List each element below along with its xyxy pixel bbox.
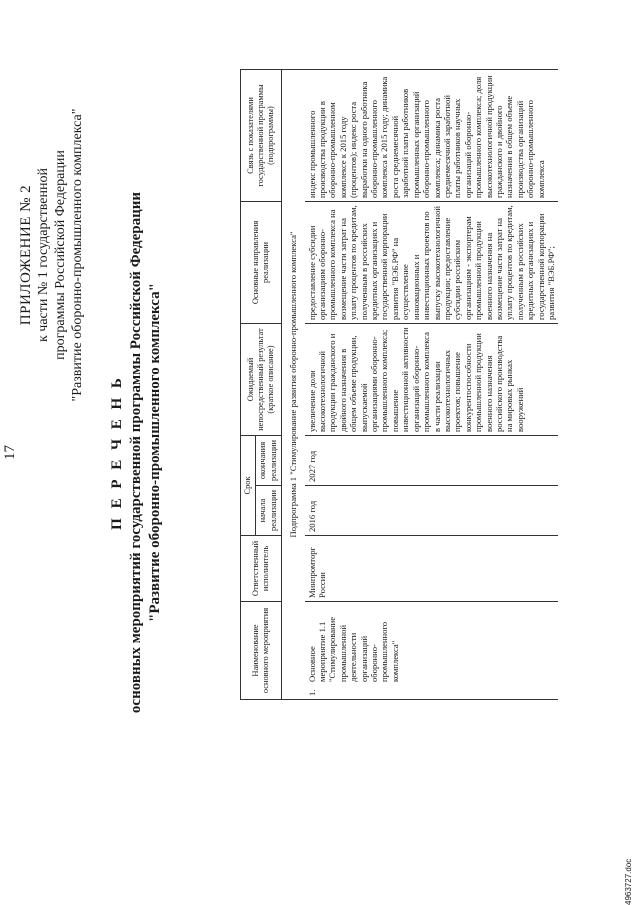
header-term-end: окончания реализации xyxy=(256,436,282,486)
header-term-start: начала реализации xyxy=(256,486,282,536)
appendix-header xyxy=(18,105,86,405)
page-number: 17 xyxy=(2,445,18,460)
appendix-line-4: "Развитие оборонно-промышленного комплекса" xyxy=(70,108,85,402)
row-number: 1. xyxy=(306,689,317,696)
document-title-block xyxy=(108,0,165,905)
cell-result: увеличение доли высокотехнологичной продукции гражданского и двойного назначения в общем объеме продукции, выпускаемой организациями оборонно-промышленного комплекса; повышение инвестиционной активности организаций оборонно-промышленного комплекса в части реализации высокотехнологичных проектов; повышение конкурентоспособности промышленной продукции военного назначения российского производства на мировых рынках вооружений xyxy=(305,324,559,436)
table-header-row xyxy=(241,70,256,700)
subprogram-row xyxy=(282,70,305,700)
activity-name: Основное мероприятие 1.1 "Стимулирование промышленной деятельности организаций оборонно-промышленного комплекса" xyxy=(306,616,400,682)
cell-end: 2027 год xyxy=(305,436,559,486)
appendix-line-3: программы Российской Федерации xyxy=(53,150,68,360)
table-row xyxy=(305,70,559,700)
header-result: Ожидаемый непосредственный результат (краткое описание) xyxy=(241,324,282,436)
cell-start: 2016 год xyxy=(305,486,559,536)
header-link: Связь с показателями государственной программы (подпрограммы) xyxy=(241,70,282,202)
header-name: Наименование основного мероприятия xyxy=(241,602,282,700)
cell-executor: Минпромторг России xyxy=(305,536,559,602)
appendix-title: ПРИЛОЖЕНИЕ № 2 xyxy=(18,184,34,326)
subprogram-title: Подпрограмма 1 "Стимулирование развития оборонно-промышленного комплекса" xyxy=(282,70,305,700)
cell-directions: предоставление субсидии организациям оборонно-промышленного комплекса на возмещение части затрат на уплату процентов по кредитам, полученным в российских кредитных организациях и государственной корпорации развития "ВЭБ.РФ" на осуществление инновационных и инвестиционных проектов по выпуску высокотехнологичной продукции; предоставление субсидии российским организациям - экспортерам промышленной продукции военного назначения на возмещение части затрат на уплату процентов по кредитам, полученным в российских кредитных организациях и государственной корпорации развития "ВЭБ.РФ"; xyxy=(305,202,559,324)
activities-table xyxy=(240,69,558,700)
appendix-line-2: к части № 1 государственной xyxy=(36,168,51,343)
document-title: П Е Р Е Ч Е Н Ь xyxy=(109,375,125,530)
header-term: Срок xyxy=(241,436,256,536)
header-executor: Ответственный исполнитель xyxy=(241,536,282,602)
document-subtitle: основных мероприятий государственной программы Российской Федерации xyxy=(128,191,144,714)
cell-link: индекс промышленного производства продукции в оборонно-промышленном комплексе к 2015 году (процентов); индекс роста выработки на одного работника оборонно-промышленного комплекса к 2015 году; динамика роста среднемесячной заработной платы работников промышленных организаций оборонно-промышленного комплекса; динамика роста среднемесячной заработной платы работников научных организаций оборонно-промышленного комплекса; доля высокотехнологичной продукции гражданского и двойного назначения в общем объеме производства организаций оборонно-промышленного комплекса xyxy=(305,70,559,202)
header-directions: Основные направления реализации xyxy=(241,202,282,324)
program-name: "Развитие оборонно-промышленного комплекса" xyxy=(147,283,163,622)
footer-file-id: 4963727.doc xyxy=(624,858,633,905)
cell-name xyxy=(305,602,559,700)
